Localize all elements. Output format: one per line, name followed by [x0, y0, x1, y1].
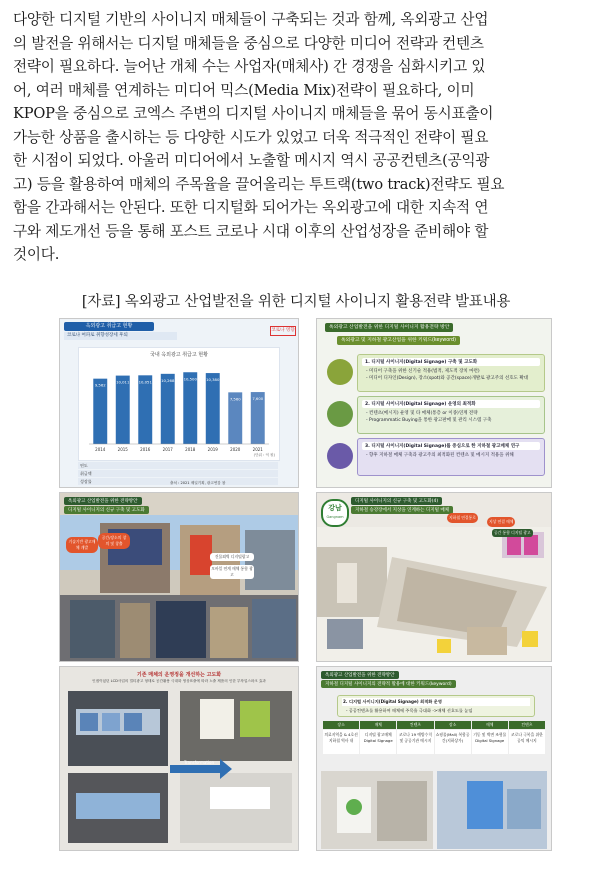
- grid-header: 매체: [360, 721, 396, 729]
- item-line: - 향후 지하철 매체 구축과 광고주의 최적화된 컨텐츠 및 메시지 적용을 위해: [366, 453, 514, 458]
- chart-title: 국내 옥외광고 취급고 현황: [150, 352, 208, 358]
- grid-cell: 쇼핑몰(Mall) 복합공간(지하상가): [435, 730, 471, 754]
- keyword-grid: [323, 721, 545, 754]
- strategy-item-1: [357, 354, 545, 392]
- slide-subheader: 옥외광고 및 지하철 광고산업을 위한 키워드(keyword): [337, 336, 460, 345]
- x-tick-label: 2014: [95, 447, 106, 452]
- covid-badge: 코로나 영향: [270, 326, 296, 336]
- bar-2018: [183, 372, 197, 444]
- paragraph-line: 구와 제도개선 등을 통해 포스트 코로나 시대 이후의 산업성장을 준비해야 할: [13, 222, 489, 240]
- bar-value-label: 7,560: [229, 396, 241, 402]
- slide-header: 옥외광고 취급고 현황: [64, 322, 154, 331]
- slide-building-photos: [59, 492, 299, 662]
- bar-value-label: 10,011: [116, 379, 130, 385]
- item-line: - Programmatic Buying을 통한 광고판매 및 관리 시스템 구축: [366, 418, 492, 423]
- station-diagram: [317, 527, 551, 661]
- bar-2019: [206, 373, 220, 444]
- callout-label: 지상 연결 매체: [487, 517, 515, 527]
- strategy-item-3: [357, 438, 545, 476]
- paragraph-line: 것이다.: [13, 246, 60, 264]
- slide-subway-lcd: [59, 666, 299, 851]
- paragraph-line: 전략이 필요하다. 늘어난 개체 수는 사업자(매체사) 간 경쟁을 심화시키고 있: [13, 58, 486, 76]
- grid-cell: 디지털 광고매체 Digital Signage: [360, 730, 396, 754]
- x-tick-label: 2019: [207, 447, 218, 452]
- chart-area: [78, 347, 280, 461]
- x-tick-label: 2021: [252, 447, 263, 452]
- chart-source: 출처 : 2021 제일기획, 광고연감 참: [170, 481, 226, 485]
- station-name-en: Gangnam: [326, 515, 344, 519]
- item-title: 1. 디지털 사이니지(Digital Signage) 구축 및 고도화: [362, 358, 540, 366]
- callout-label: 공간 통합 디지털 광고: [494, 530, 531, 535]
- slide-subtitle: 인접이었던 LCD사업의 멀티광고 형태로 공간활용 극대화 영상표출에 따라 노출 제품의 인한 부착업스파크 효과: [92, 679, 266, 683]
- grid-header: 컨텐츠: [397, 721, 433, 729]
- grid-header: 컨텐츠: [509, 721, 545, 729]
- slide-title: 기존 매체의 운영정을 개선하는 고도화: [136, 672, 222, 678]
- step-marker: [327, 443, 353, 469]
- x-tick-label: 2016: [140, 447, 151, 452]
- bar-value-label: 7,600: [252, 396, 264, 402]
- slide-header: 디지털 사이니지의 신규 구축 및 고도화(4): [351, 497, 442, 505]
- table-row: 연도: [78, 462, 278, 469]
- paragraph-line: 다양한 디지털 기반의 사이니지 매체들이 구축되는 것과 함께, 옥외광고 산업: [13, 11, 489, 28]
- step-marker: [327, 401, 353, 427]
- item-title: 3. 디지털 사이니지(Digital Signage)를 중심으로 한 지하철 광고매체 연구: [362, 442, 540, 450]
- x-tick-label: 2015: [117, 447, 128, 452]
- paragraph-line: 함을 간과해서는 안된다. 또한 디지털화 되어가는 옥외광고에 대한 지속적 연: [13, 199, 489, 217]
- strategy-item-2: [357, 396, 545, 434]
- item-line: - 컨텐츠(메시지) 운영 및 타 매체(통층 or 이종)연계 전략: [366, 411, 478, 416]
- callout-label: 지하철 연결통로: [447, 513, 478, 523]
- paragraph-line: 의 발전을 위해서는 디지털 매체들을 중심으로 다양한 미디어 전략과 컨텐츠: [13, 34, 484, 52]
- bar-value-label: 10,500: [183, 376, 197, 382]
- table-row: 취급액: [78, 470, 278, 477]
- box-line: - 공공컨텐츠를 활용하여 매체에 주목율 극대화 ->매체 선호도를 높임: [346, 708, 473, 713]
- callout-label: 공간/장소의 창의 및 창출: [98, 533, 130, 549]
- slide-header: 옥외광고 산업발전을 위한 디지털 사이니지 활용전략 방안: [325, 323, 453, 332]
- slide-subheader: 코로나 여파로 취향성장세 후퇴: [64, 332, 177, 340]
- grid-cell: 의료지역을 & 4호선 지하철 역사 내: [323, 730, 359, 754]
- corridor-photos: [317, 771, 551, 850]
- grid-header: 매체: [472, 721, 508, 729]
- item-line: - 미디어 구축을 위한 신기술 적용(법적, 제도적 장치 마련): [366, 369, 480, 374]
- paragraph-line: 고) 등을 활용하여 매체의 주목율을 끌어올리는 투트랙(two track)전략도 필요: [13, 175, 505, 193]
- bar-value-label: 10,051: [138, 379, 152, 385]
- grid-header: 장소: [435, 721, 471, 729]
- figure-caption: [자료] 옥외광고 산업발전을 위한 디지털 사이니지 활용전략 발표내용: [81, 294, 511, 310]
- paragraph-line: 어, 여러 매체를 연계하는 미디어 믹스(Media Mix)전략이 필요하다, 이미: [13, 81, 475, 99]
- transformation-label: Transformation: [184, 760, 215, 765]
- bar-value-label: 10,380: [206, 377, 220, 383]
- paragraph-line: 한 시점이 되었다. 아울러 미디어에서 노출할 메시지 역시 공공컨텐츠(공익광: [13, 152, 490, 170]
- bar-2014: [93, 379, 107, 444]
- slide-header: 옥외광고 산업발전을 위한 전략방안: [321, 671, 399, 679]
- slide-subheader: 지하철 디지털 사이니지의 전략적 활용에 대한 키워드(keyword): [321, 680, 456, 688]
- city-photo: [60, 515, 298, 661]
- callout-label: 건물외벽 디지털광고: [210, 553, 254, 561]
- step-marker: [327, 359, 353, 385]
- x-tick-label: 2017: [162, 447, 173, 452]
- x-tick-label: 2018: [185, 447, 196, 452]
- grid-header: 장소: [323, 721, 359, 729]
- x-tick-label: 2020: [230, 447, 241, 452]
- slide-subheader: 디지털 사이니지의 신규 구축 및 고도화: [64, 506, 149, 514]
- item-line: - 미디어 디자인(Design), 장소(spot)와 공간(space)개발로 광고주의 선호도 확대: [366, 376, 529, 381]
- slide-station-map: [316, 492, 552, 662]
- slide-keyword-table: [316, 666, 552, 851]
- table-row: 성장률: [78, 478, 278, 485]
- callout-label: 모바일 연계 매체 통합 광고: [211, 566, 253, 577]
- subway-photos: [60, 687, 298, 850]
- slide-subheader: 지하철 승강장에서 지상을 연계하는 디지털 매체: [351, 506, 453, 514]
- optimization-box: [337, 695, 535, 717]
- bar-value-label: 9,562: [94, 382, 106, 388]
- bar-chart: [79, 348, 279, 460]
- grid-cell: 기둥 및 벽면 조형물 Digital Signage: [472, 730, 508, 754]
- paragraph-line: 가능한 상품을 출시하는 등 다양한 시도가 있었고 더욱 적극적인 전략이 필요: [13, 128, 489, 146]
- body-paragraph: [13, 8, 579, 267]
- slide-chart: [59, 318, 299, 488]
- box-title: 2. 디지털 사이니지(Digital Signage) 최적화 운영: [342, 698, 530, 706]
- paragraph-line: KPOP을 중심으로 코엑스 주변의 디지털 사이니지 매체들을 묶어 동시표출이: [13, 105, 494, 123]
- callout-label: 기술기반 광고매체 개발: [66, 537, 98, 553]
- bar-2015: [116, 376, 130, 444]
- bar-value-label: 10,268: [161, 377, 175, 383]
- chart-unit: (단위 : 억 원): [253, 453, 275, 457]
- station-sign: [321, 499, 349, 527]
- slide-strategy: [316, 318, 552, 488]
- station-name: 강남: [328, 504, 342, 512]
- grid-cell: 코로나 19 예방수칙 및 공공기관 메시지: [397, 730, 433, 754]
- grid-cell: 코로나 극복을 위한 공익 메시지: [509, 730, 545, 754]
- slide-header: 옥외광고 산업발전을 위한 전략방안: [64, 497, 142, 505]
- bar-2016: [138, 375, 152, 444]
- bar-2017: [161, 374, 175, 444]
- item-title: 2. 디지털 사이니지(Digital Signage) 운영의 최적화: [362, 400, 540, 408]
